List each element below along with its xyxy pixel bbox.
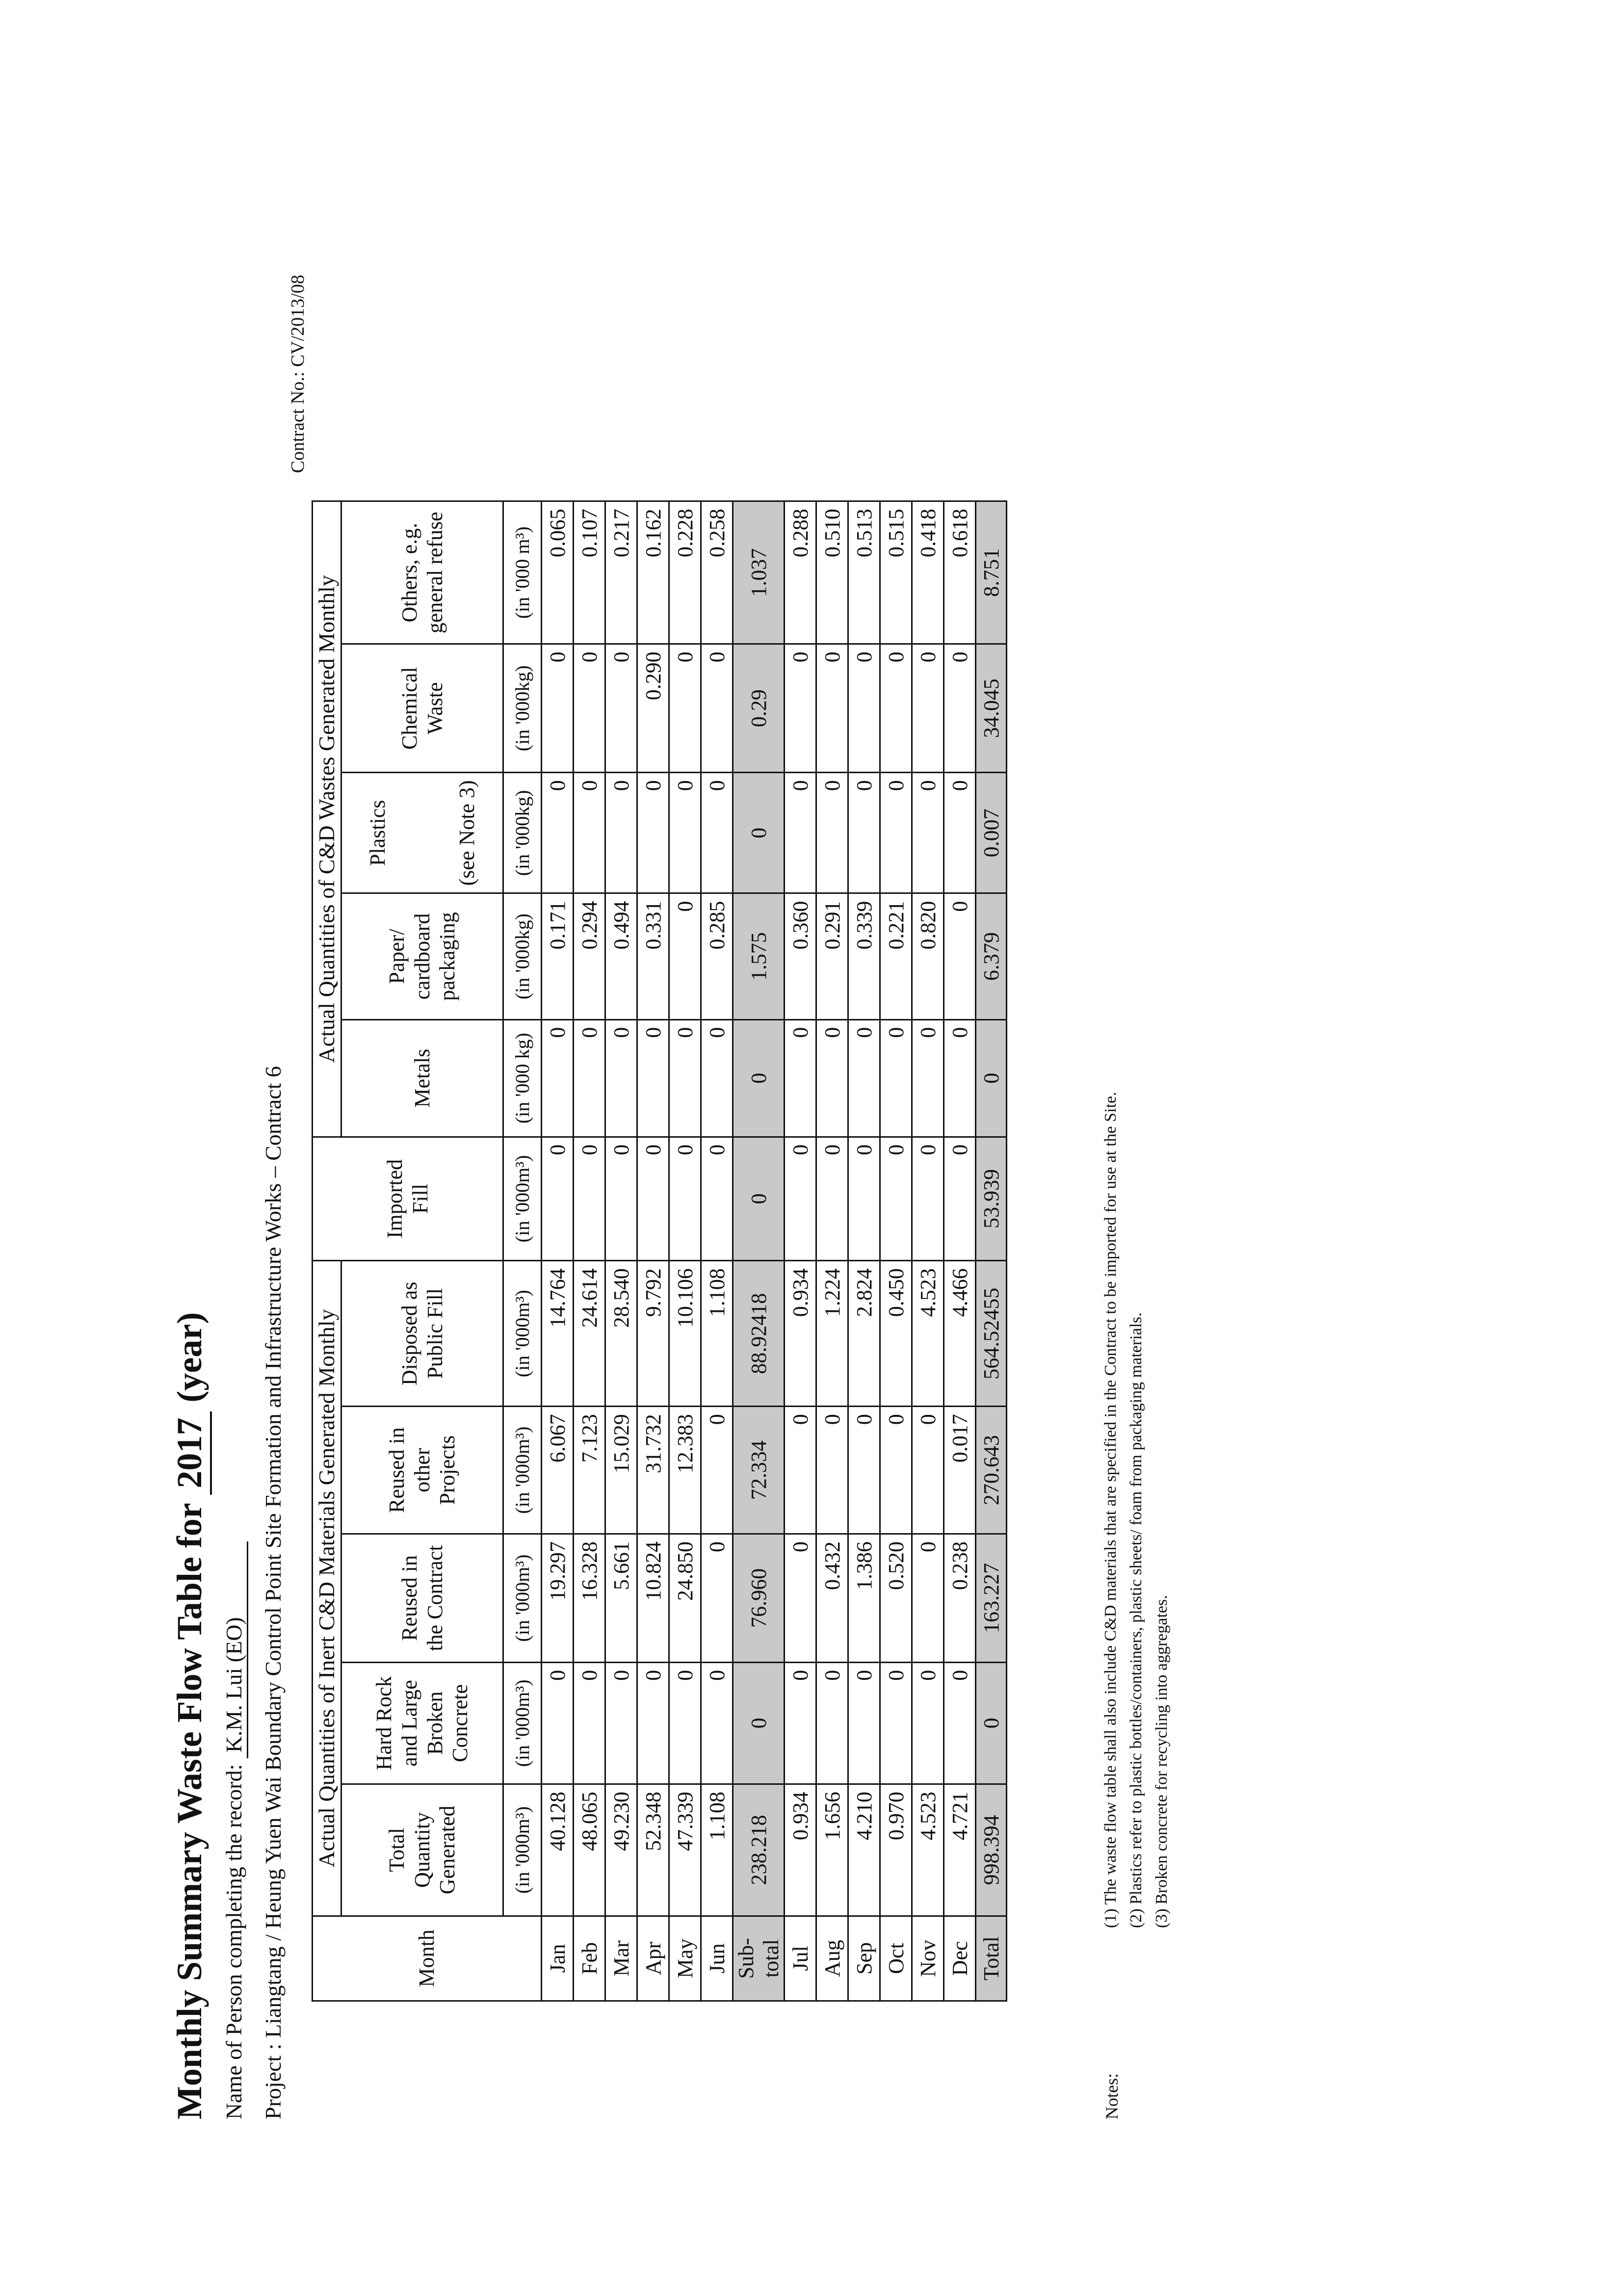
column-header: Plastics (see Note 3): [341, 773, 503, 893]
unit-label: (in '000m³): [503, 1534, 542, 1663]
value-cell: 1.386: [848, 1534, 880, 1663]
value-cell: 0.007: [976, 773, 1007, 893]
table-row: [637, 501, 669, 2001]
notes-label: Notes:: [1102, 2073, 1122, 2119]
table-row: [574, 501, 605, 2001]
unit-label: (in '000kg): [503, 893, 542, 1019]
value-cell: 0: [912, 773, 944, 893]
value-cell: 0.520: [880, 1534, 912, 1663]
column-header: Chemical Waste: [341, 644, 503, 773]
note-item: (1) The waste flow table shall also include C&D materials that are specified in the Contract to be imported for use at the Site.: [1101, 1092, 1120, 1928]
value-cell: 19.297: [542, 1534, 574, 1663]
value-cell: 0: [944, 1019, 976, 1137]
value-cell: 0.970: [880, 1784, 912, 1916]
value-cell: 4.210: [848, 1784, 880, 1916]
value-cell: 47.339: [669, 1784, 701, 1916]
value-cell: 1.656: [816, 1784, 848, 1916]
note-item: (3) Broken concrete for recycling into aggregates.: [1153, 1595, 1171, 1928]
value-cell: 1.108: [701, 1784, 733, 1916]
value-cell: 0: [880, 773, 912, 893]
value-cell: 0: [701, 1137, 733, 1261]
value-cell: 0: [605, 1662, 637, 1784]
month-cell: Jun: [701, 1916, 733, 2001]
unit-label: (in '000m³): [503, 1407, 542, 1534]
unit-label: (in '000m³): [503, 1137, 542, 1261]
value-cell: 4.466: [944, 1261, 976, 1407]
value-cell: 0.221: [880, 893, 912, 1019]
month-cell: Nov: [912, 1916, 944, 2001]
value-cell: 0: [785, 1019, 816, 1137]
month-cell: Total: [976, 1916, 1007, 2001]
value-cell: 16.328: [574, 1534, 605, 1663]
value-cell: 0: [976, 1019, 1007, 1137]
value-cell: 0: [880, 1137, 912, 1261]
month-cell: Sep: [848, 1916, 880, 2001]
value-cell: 0: [542, 1137, 574, 1261]
unit-label: (in '000m³): [503, 1784, 542, 1916]
value-cell: 0: [733, 773, 785, 893]
table-row: [912, 501, 944, 2001]
summary-row: [976, 501, 1007, 2001]
value-cell: 0.450: [880, 1261, 912, 1407]
value-cell: 163.227: [976, 1534, 1007, 1663]
value-cell: 28.540: [605, 1261, 637, 1407]
value-cell: 0: [848, 1019, 880, 1137]
value-cell: 0: [816, 1137, 848, 1261]
value-cell: 0.291: [816, 893, 848, 1019]
value-cell: 1.224: [816, 1261, 848, 1407]
value-cell: 238.218: [733, 1784, 785, 1916]
inert-materials-group-header: Actual Quantities of Inert C&D Materials Generated Monthly: [313, 1261, 341, 1916]
value-cell: 0: [912, 1662, 944, 1784]
value-cell: 0.29: [733, 644, 785, 773]
value-cell: 0.288: [785, 501, 816, 644]
value-cell: 88.92418: [733, 1261, 785, 1407]
column-header: Reused in other Projects: [341, 1407, 503, 1534]
value-cell: 0.065: [542, 501, 574, 644]
imported-fill-header: Imported Fill: [313, 1137, 503, 1261]
waste-flow-table: [312, 500, 1007, 2002]
value-cell: 0: [880, 1019, 912, 1137]
value-cell: 0: [637, 1662, 669, 1784]
value-cell: 0: [816, 1662, 848, 1784]
value-cell: 52.348: [637, 1784, 669, 1916]
value-cell: 0: [701, 1662, 733, 1784]
value-cell: 0: [816, 773, 848, 893]
value-cell: 0: [785, 773, 816, 893]
value-cell: 998.394: [976, 1784, 1007, 1916]
value-cell: 0.290: [637, 644, 669, 773]
value-cell: 0: [605, 644, 637, 773]
month-cell: Sub-total: [733, 1916, 785, 2001]
value-cell: 0.618: [944, 501, 976, 644]
value-cell: 0: [880, 1407, 912, 1534]
value-cell: 10.824: [637, 1534, 669, 1663]
value-cell: 0: [733, 1137, 785, 1261]
value-cell: 0: [637, 1019, 669, 1137]
value-cell: 76.960: [733, 1534, 785, 1663]
value-cell: 0: [669, 893, 701, 1019]
value-cell: 0.285: [701, 893, 733, 1019]
table-body: [542, 501, 1007, 2001]
value-cell: 0: [944, 1662, 976, 1784]
value-cell: 72.334: [733, 1407, 785, 1534]
table-row: [701, 501, 733, 2001]
value-cell: 0.171: [542, 893, 574, 1019]
value-cell: 0: [944, 644, 976, 773]
value-cell: 0: [637, 1137, 669, 1261]
value-cell: 48.065: [574, 1784, 605, 1916]
value-cell: 5.661: [605, 1534, 637, 1663]
value-cell: 1.037: [733, 501, 785, 644]
column-header: Hard Rock and Large Broken Concrete: [341, 1662, 503, 1784]
unit-label: (in '000kg): [503, 773, 542, 893]
value-cell: 4.721: [944, 1784, 976, 1916]
value-cell: 0: [669, 773, 701, 893]
column-header: Metals: [341, 1019, 503, 1137]
value-cell: 0: [574, 1662, 605, 1784]
unit-label: (in '000 m³): [503, 501, 542, 644]
value-cell: 0.258: [701, 501, 733, 644]
value-cell: 0.510: [816, 501, 848, 644]
value-cell: 10.106: [669, 1261, 701, 1407]
value-cell: 0: [701, 1019, 733, 1137]
value-cell: 6.379: [976, 893, 1007, 1019]
value-cell: 8.751: [976, 501, 1007, 644]
value-cell: 0.432: [816, 1534, 848, 1663]
value-cell: 0.162: [637, 501, 669, 644]
value-cell: 0.107: [574, 501, 605, 644]
month-cell: May: [669, 1916, 701, 2001]
value-cell: 0: [574, 644, 605, 773]
value-cell: 24.850: [669, 1534, 701, 1663]
column-header: Others, e.g. general refuse: [341, 501, 503, 644]
value-cell: 0: [542, 773, 574, 893]
value-cell: 0: [912, 1534, 944, 1663]
year-value: 2017: [169, 1411, 212, 1495]
value-cell: 0: [574, 1137, 605, 1261]
value-cell: 49.230: [605, 1784, 637, 1916]
value-cell: 0: [848, 1662, 880, 1784]
value-cell: 270.643: [976, 1407, 1007, 1534]
value-cell: 0: [574, 773, 605, 893]
value-cell: 0.238: [944, 1534, 976, 1663]
value-cell: 31.732: [637, 1407, 669, 1534]
value-cell: 0: [912, 1019, 944, 1137]
value-cell: 15.029: [605, 1407, 637, 1534]
value-cell: 0: [605, 773, 637, 893]
table-row: [785, 501, 816, 2001]
month-cell: Oct: [880, 1916, 912, 2001]
value-cell: 0: [944, 773, 976, 893]
note-item: (2) Plastics refer to plastic bottles/containers, plastic sheets/ foam from packaging materials.: [1127, 1312, 1145, 1928]
value-cell: 0.017: [944, 1407, 976, 1534]
table-row: [669, 501, 701, 2001]
value-cell: 0: [848, 773, 880, 893]
value-cell: 9.792: [637, 1261, 669, 1407]
value-cell: 34.045: [976, 644, 1007, 773]
value-cell: 0.515: [880, 501, 912, 644]
table-row: [848, 501, 880, 2001]
document-title: Monthly Summary Waste Flow Table for 2017 (year): [169, 1312, 212, 2119]
month-cell: Aug: [816, 1916, 848, 2001]
value-cell: 0: [669, 1019, 701, 1137]
column-header: Reused in the Contract: [341, 1534, 503, 1663]
value-cell: 0: [669, 644, 701, 773]
value-cell: 0.934: [785, 1261, 816, 1407]
value-cell: 0: [976, 1662, 1007, 1784]
project-title: Project : Liangtang / Heung Yuen Wai Boundary Control Point Site Formation and Infrastructure Works – Contract 6: [261, 1066, 286, 2119]
value-cell: 0: [848, 1407, 880, 1534]
value-cell: 0.228: [669, 501, 701, 644]
value-cell: 0: [669, 1137, 701, 1261]
value-cell: 0: [944, 1137, 976, 1261]
value-cell: 0: [701, 1534, 733, 1663]
month-cell: Jul: [785, 1916, 816, 2001]
column-header: Total Quantity Generated: [341, 1784, 503, 1916]
value-cell: 53.939: [976, 1137, 1007, 1261]
unit-label: (in '000 kg): [503, 1019, 542, 1137]
value-cell: 0: [542, 1662, 574, 1784]
value-cell: 2.824: [848, 1261, 880, 1407]
value-cell: 4.523: [912, 1784, 944, 1916]
column-header: Paper/ cardboard packaging: [341, 893, 503, 1019]
unit-label: (in '000kg): [503, 644, 542, 773]
value-cell: 0.339: [848, 893, 880, 1019]
value-cell: 0: [733, 1019, 785, 1137]
month-cell: Apr: [637, 1916, 669, 2001]
value-cell: 40.128: [542, 1784, 574, 1916]
month-cell: Dec: [944, 1916, 976, 2001]
month-cell: Feb: [574, 1916, 605, 2001]
value-cell: 1.575: [733, 893, 785, 1019]
value-cell: 0: [912, 1407, 944, 1534]
cd-wastes-group-header: Actual Quantities of C&D Wastes Generated Monthly: [313, 501, 341, 1137]
table-row: [542, 501, 574, 2001]
value-cell: 0: [701, 644, 733, 773]
value-cell: 0: [816, 1019, 848, 1137]
value-cell: 0: [669, 1662, 701, 1784]
value-cell: 6.067: [542, 1407, 574, 1534]
contract-number: Contract No.: CV/2013/08: [288, 275, 308, 473]
value-cell: 0: [880, 1662, 912, 1784]
value-cell: 12.383: [669, 1407, 701, 1534]
table-row: [880, 501, 912, 2001]
value-cell: 0: [785, 1407, 816, 1534]
value-cell: 564.52455: [976, 1261, 1007, 1407]
value-cell: 0: [848, 1137, 880, 1261]
value-cell: 7.123: [574, 1407, 605, 1534]
value-cell: 0.418: [912, 501, 944, 644]
table-row: [944, 501, 976, 2001]
month-cell: Mar: [605, 1916, 637, 2001]
value-cell: 0: [848, 644, 880, 773]
column-header: Disposed as Public Fill: [341, 1261, 503, 1407]
value-cell: 0: [542, 1019, 574, 1137]
summary-row: [733, 501, 785, 2001]
value-cell: 0.331: [637, 893, 669, 1019]
value-cell: 0.820: [912, 893, 944, 1019]
unit-label: (in '000m³): [503, 1662, 542, 1784]
plastics-note: (see Note 3): [454, 780, 479, 886]
value-cell: 0.360: [785, 893, 816, 1019]
value-cell: 0.513: [848, 501, 880, 644]
month-header: Month: [313, 1916, 542, 2001]
value-cell: 4.523: [912, 1261, 944, 1407]
value-cell: 0: [785, 1662, 816, 1784]
value-cell: 0: [912, 1137, 944, 1261]
value-cell: 0: [542, 644, 574, 773]
table-row: [816, 501, 848, 2001]
value-cell: 0: [785, 644, 816, 773]
value-cell: 0: [605, 1019, 637, 1137]
value-cell: 0: [816, 644, 848, 773]
person-completing-record: Name of Person completing the record: K.M. Lui (EO): [221, 1541, 248, 2119]
value-cell: 0: [880, 644, 912, 773]
value-cell: 0: [912, 644, 944, 773]
value-cell: 0: [605, 1137, 637, 1261]
value-cell: 0: [785, 1534, 816, 1663]
value-cell: 0: [944, 893, 976, 1019]
person-name: K.M. Lui (EO): [221, 1541, 248, 1758]
value-cell: 0.934: [785, 1784, 816, 1916]
table-row: [605, 501, 637, 2001]
value-cell: 0: [733, 1662, 785, 1784]
unit-label: (in '000m³): [503, 1261, 542, 1407]
value-cell: 14.764: [542, 1261, 574, 1407]
value-cell: 0.294: [574, 893, 605, 1019]
value-cell: 0: [637, 773, 669, 893]
value-cell: 0: [785, 1137, 816, 1261]
value-cell: 1.108: [701, 1261, 733, 1407]
month-cell: Jan: [542, 1916, 574, 2001]
value-cell: 0.217: [605, 501, 637, 644]
value-cell: 0: [816, 1407, 848, 1534]
value-cell: 0: [574, 1019, 605, 1137]
value-cell: 24.614: [574, 1261, 605, 1407]
value-cell: 0: [701, 773, 733, 893]
value-cell: 0.494: [605, 893, 637, 1019]
value-cell: 0: [701, 1407, 733, 1534]
